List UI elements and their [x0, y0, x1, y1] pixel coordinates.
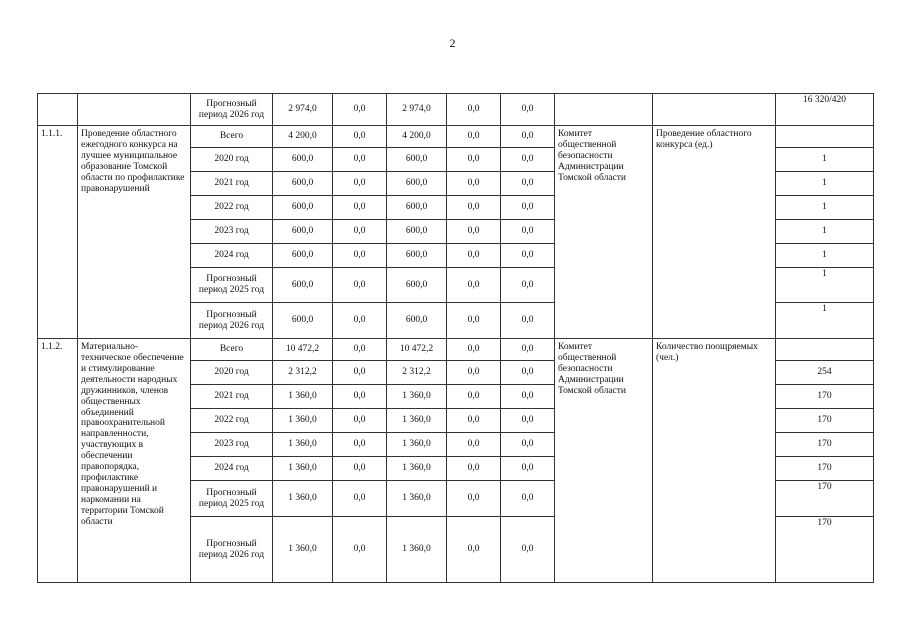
target-cell: 1 [776, 196, 874, 220]
local-cell: 0,0 [447, 244, 501, 268]
target-cell: 1 [776, 148, 874, 172]
total-cell: 600,0 [273, 196, 333, 220]
total-cell: 1 360,0 [273, 409, 333, 433]
other-cell: 0,0 [501, 303, 555, 339]
table-row [38, 339, 874, 361]
period-cell: 2023 год [191, 433, 273, 457]
federal-cell: 0,0 [333, 481, 387, 517]
target-cell: 170 [776, 409, 874, 433]
period-cell: Всего [191, 126, 273, 148]
local-cell: 0,0 [447, 220, 501, 244]
local-cell: 0,0 [447, 481, 501, 517]
period-cell: 2020 год [191, 361, 273, 385]
total-cell: 10 472,2 [273, 339, 333, 361]
item-name: Проведение областного ежегодного конкурса на лучшее муниципальное образование Томской области по профилактике правонарушений [78, 126, 191, 339]
target-cell: 1 [776, 244, 874, 268]
total-cell: 1 360,0 [273, 517, 333, 583]
period-cell: 2022 год [191, 196, 273, 220]
indicator-cell [653, 94, 776, 126]
total-cell: 4 200,0 [273, 126, 333, 148]
target-cell: 170 [776, 481, 874, 517]
responsible-cell: Комитет общественной безопасности Администрации Томской области [555, 126, 653, 339]
item-index: 1.1.2. [38, 339, 78, 583]
other-cell: 0,0 [501, 481, 555, 517]
regional-cell: 1 360,0 [387, 481, 447, 517]
period-cell: 2020 год [191, 148, 273, 172]
period-cell: Прогнозный период 2025 год [191, 268, 273, 303]
target-cell: 1 [776, 303, 874, 339]
federal-cell: 0,0 [333, 409, 387, 433]
other-cell: 0,0 [501, 268, 555, 303]
regional-cell: 600,0 [387, 244, 447, 268]
federal-cell: 0,0 [333, 172, 387, 196]
regional-cell: 4 200,0 [387, 126, 447, 148]
total-cell: 600,0 [273, 303, 333, 339]
index-cell [38, 94, 78, 126]
local-cell: 0,0 [447, 339, 501, 361]
total-cell: 600,0 [273, 148, 333, 172]
responsible-cell: Комитет общественной безопасности Администрации Томской области [555, 339, 653, 583]
local-cell: 0,0 [447, 94, 501, 126]
federal-cell: 0,0 [333, 433, 387, 457]
regional-cell: 10 472,2 [387, 339, 447, 361]
other-cell: 0,0 [501, 196, 555, 220]
total-cell: 1 360,0 [273, 457, 333, 481]
federal-cell: 0,0 [333, 339, 387, 361]
item-name: Материально-техническое обеспечение и стимулирование деятельности народных дружинников, членов общественных объединений правоохранительной направленности, участвующих в обеспечении правопорядка, профилактике правонарушений и наркомании на территории Томской области [78, 339, 191, 583]
total-cell: 600,0 [273, 220, 333, 244]
total-cell: 600,0 [273, 172, 333, 196]
other-cell: 0,0 [501, 339, 555, 361]
target-cell: 1 [776, 172, 874, 196]
regional-cell: 2 974,0 [387, 94, 447, 126]
indicator-cell: Количество поощряемых (чел.) [653, 339, 776, 583]
federal-cell: 0,0 [333, 385, 387, 409]
other-cell: 0,0 [501, 385, 555, 409]
total-cell: 1 360,0 [273, 481, 333, 517]
total-cell: 600,0 [273, 268, 333, 303]
local-cell: 0,0 [447, 172, 501, 196]
local-cell: 0,0 [447, 268, 501, 303]
federal-cell: 0,0 [333, 126, 387, 148]
total-cell: 1 360,0 [273, 433, 333, 457]
total-cell: 2 974,0 [273, 94, 333, 126]
other-cell: 0,0 [501, 409, 555, 433]
regional-cell: 600,0 [387, 268, 447, 303]
period-cell: Прогнозный период 2026 год [191, 94, 273, 126]
local-cell: 0,0 [447, 148, 501, 172]
target-cell: 170 [776, 457, 874, 481]
federal-cell: 0,0 [333, 268, 387, 303]
local-cell: 0,0 [447, 517, 501, 583]
target-cell: 1 [776, 268, 874, 303]
other-cell: 0,0 [501, 172, 555, 196]
regional-cell: 1 360,0 [387, 385, 447, 409]
local-cell: 0,0 [447, 126, 501, 148]
target-cell: 254 [776, 361, 874, 385]
local-cell: 0,0 [447, 196, 501, 220]
indicator-cell: Проведение областного конкурса (ед.) [653, 126, 776, 339]
table-row [38, 94, 874, 126]
other-cell: 0,0 [501, 126, 555, 148]
target-cell: 170 [776, 517, 874, 583]
period-cell: Прогнозный период 2025 год [191, 481, 273, 517]
target-cell: 170 [776, 433, 874, 457]
regional-cell: 1 360,0 [387, 457, 447, 481]
total-cell: 2 312,2 [273, 361, 333, 385]
federal-cell: 0,0 [333, 303, 387, 339]
total-cell: 1 360,0 [273, 385, 333, 409]
local-cell: 0,0 [447, 409, 501, 433]
responsible-cell [555, 94, 653, 126]
regional-cell: 1 360,0 [387, 517, 447, 583]
period-cell: 2021 год [191, 172, 273, 196]
regional-cell: 1 360,0 [387, 409, 447, 433]
federal-cell: 0,0 [333, 361, 387, 385]
period-cell: Прогнозный период 2026 год [191, 517, 273, 583]
page-number: 2 [449, 36, 456, 50]
total-cell: 600,0 [273, 244, 333, 268]
other-cell: 0,0 [501, 94, 555, 126]
other-cell: 0,0 [501, 361, 555, 385]
federal-cell: 0,0 [333, 196, 387, 220]
other-cell: 0,0 [501, 517, 555, 583]
period-cell: 2024 год [191, 244, 273, 268]
regional-cell: 2 312,2 [387, 361, 447, 385]
regional-cell: 1 360,0 [387, 433, 447, 457]
regional-cell: 600,0 [387, 196, 447, 220]
federal-cell: 0,0 [333, 94, 387, 126]
other-cell: 0,0 [501, 457, 555, 481]
local-cell: 0,0 [447, 385, 501, 409]
period-cell: Всего [191, 339, 273, 361]
regional-cell: 600,0 [387, 303, 447, 339]
other-cell: 0,0 [501, 220, 555, 244]
federal-cell: 0,0 [333, 148, 387, 172]
other-cell: 0,0 [501, 433, 555, 457]
table-row [38, 126, 874, 148]
program-table [37, 93, 874, 583]
federal-cell: 0,0 [333, 244, 387, 268]
period-cell: 2022 год [191, 409, 273, 433]
regional-cell: 600,0 [387, 220, 447, 244]
item-index: 1.1.1. [38, 126, 78, 339]
target-cell: 16 320/420 [776, 94, 874, 126]
target-cell: 170 [776, 385, 874, 409]
local-cell: 0,0 [447, 433, 501, 457]
local-cell: 0,0 [447, 361, 501, 385]
period-cell: Прогнозный период 2026 год [191, 303, 273, 339]
regional-cell: 600,0 [387, 172, 447, 196]
regional-cell: 600,0 [387, 148, 447, 172]
local-cell: 0,0 [447, 303, 501, 339]
name-cell [78, 94, 191, 126]
federal-cell: 0,0 [333, 457, 387, 481]
period-cell: 2021 год [191, 385, 273, 409]
period-cell: 2023 год [191, 220, 273, 244]
other-cell: 0,0 [501, 244, 555, 268]
local-cell: 0,0 [447, 457, 501, 481]
federal-cell: 0,0 [333, 220, 387, 244]
federal-cell: 0,0 [333, 517, 387, 583]
target-cell: 1 [776, 220, 874, 244]
period-cell: 2024 год [191, 457, 273, 481]
target-cell [776, 126, 874, 148]
other-cell: 0,0 [501, 148, 555, 172]
target-cell [776, 339, 874, 361]
